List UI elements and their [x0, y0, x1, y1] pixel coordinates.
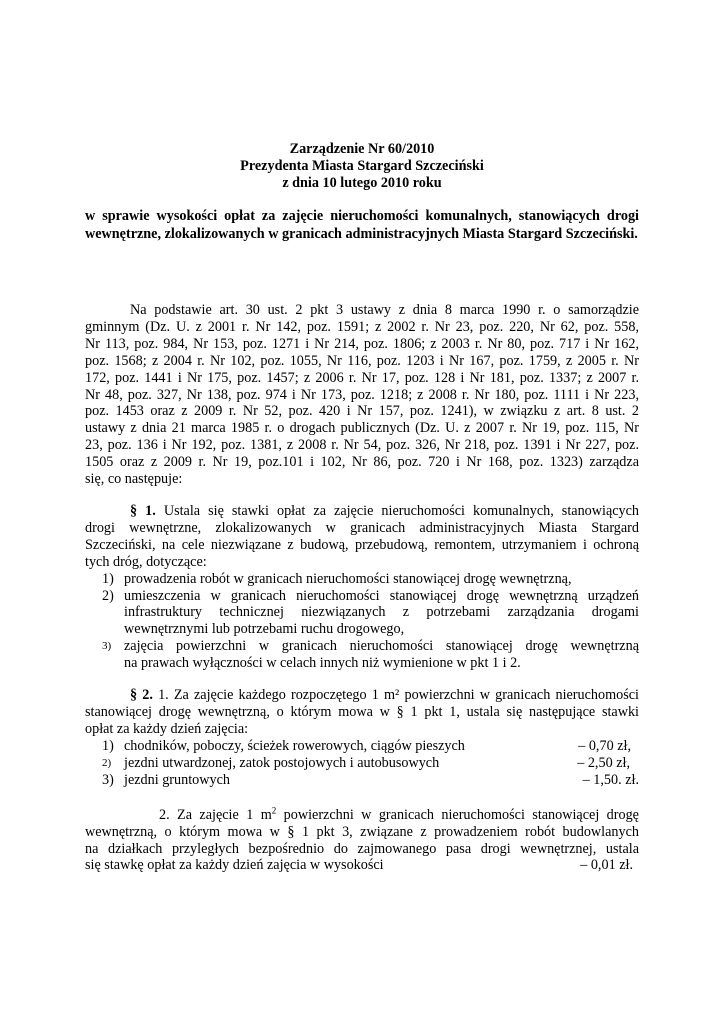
section-1-line: drogi wewnętrzne, zlokalizowanych w granicach administracyjnych Miasta Stargard — [85, 519, 639, 536]
preamble-line: 172, poz. 1441 i Nr 175, poz. 1457; z 2006 r. Nr 17, poz. 128 i Nr 181, poz. 1337; z 2007 r. — [85, 369, 639, 386]
list-item-line: wewnętrznymi lub potrzebami ruchu drogowego, — [124, 621, 405, 638]
list-item-line: na prawach wyłączności w celach innych niż wymienione w pkt 1 i 2. — [124, 655, 521, 672]
preamble-line: poz. 1453 oraz z 2009 r. Nr 52, poz. 420 i Nr 157, poz. 1241), w związku z art. 8 ust. 2 — [85, 403, 639, 420]
section-2-text: 1. Za zajęcie każdego rozpoczętego 1 m² powierzchni w granicach nieruchomości — [158, 687, 640, 703]
list-item-line: umieszczenia w granicach nieruchomości stanowiącej drogę wewnętrzną urządzeń — [124, 587, 639, 604]
p2-superscript: 2 — [271, 804, 277, 815]
title-line-2: Prezydenta Miasta Stargard Szczeciński — [240, 158, 484, 174]
document-title — [0, 141, 724, 192]
p2-text-b: powierzchni w granicach nieruchomości stanowiącej drogę — [276, 806, 639, 823]
rate-row — [85, 772, 639, 789]
section-1-line: tych dróg, dotyczące: — [85, 553, 207, 570]
rate-value: – 0,70 zł, — [578, 737, 631, 754]
list-item — [85, 588, 639, 639]
preamble-line: Nr 48, poz. 327, Nr 138, poz. 974 i Nr 173, poz. 1218; z 2008 r. Nr 180, poz. 1111 i Nr 223, — [85, 386, 639, 403]
section-2 — [85, 687, 639, 874]
preamble-line: się, co następuje: — [85, 471, 183, 488]
p2-last-text: się stawkę opłat za każdy dzień zajęcia w wysokości — [85, 857, 384, 874]
section-1-line — [85, 503, 639, 520]
section-2-paragraph-2-line: wewnętrzną, o którym mowa w § 1 pkt 3, związane z prowadzeniem robót budowlanych — [85, 823, 639, 840]
rate-number: 3) — [102, 771, 114, 788]
title-line-1: Zarządzenie Nr 60/2010 — [289, 141, 435, 157]
list-item-line: prowadzenia robót w granicach nieruchomości stanowiącej drogę wewnętrzną, — [124, 570, 572, 587]
rate-label: chodników, poboczy, ścieżek rowerowych, ciągów pieszych — [124, 737, 465, 754]
rate-label: jezdni gruntowych — [124, 771, 230, 788]
preamble — [85, 302, 639, 488]
section-1-text: Ustala się stawki opłat za zajęcie nieruchomości komunalnych, stanowiących — [163, 503, 640, 519]
preamble-line: 23, poz. 136 i Nr 192, poz. 1381, z 2008 r. Nr 54, poz. 326, Nr 218, poz. 1391 i Nr 227, poz. — [85, 437, 639, 454]
section-2-line — [85, 687, 639, 704]
list-item-number: 2) — [102, 587, 114, 604]
p2-text-a: 2. Za zajęcie 1 m — [159, 806, 272, 823]
rate-number: 2) — [102, 756, 112, 769]
list-item — [85, 571, 639, 588]
section-2-paragraph-2-line: na działkach przyległych bezpośrednio do zajmowanego pasa drogi wewnętrznej, ustala — [85, 840, 639, 857]
preamble-line: Nr 113, poz. 984, Nr 153, poz. 1271 i Nr 214, poz. 1806; z 2003 r. Nr 80, poz. 717 i Nr 162, — [85, 335, 639, 352]
rate-row — [85, 738, 639, 755]
section-1-line: Szczeciński, na cele niezwiązane z budową, przebudową, remontem, utrzymaniem i ochroną — [85, 536, 639, 553]
list-item-line: infrastruktury technicznej niezwiązanych z potrzebami zarządzania drogami — [124, 604, 639, 621]
list-item-number: 3) — [102, 640, 112, 653]
section-1 — [85, 503, 639, 672]
section-2-paragraph-2-line — [85, 857, 639, 874]
list-item-number: 1) — [102, 570, 114, 587]
preamble-line: poz. 1568; z 2004 r. Nr 102, poz. 1055, Nr 116, poz. 1203 i Nr 167, poz. 1759, z 2005 r. Nr — [85, 352, 639, 369]
rate-value: – 2,50 zł, — [577, 754, 630, 771]
p2-value: – 0,01 zł. — [580, 857, 633, 874]
preamble-line: 1505 oraz z 2009 r. Nr 19, poz.101 i 102, Nr 86, poz. 720 i Nr 168, poz. 1323) zarządza — [85, 454, 639, 471]
section-1-mark: § 1. — [130, 503, 156, 519]
section-2-line: opłat za każdy dzień zajęcia: — [85, 720, 249, 737]
section-2-line: stanowiącej drogę wewnętrzną, o którym mowa w § 1 pkt 1, ustala się następujące stawki — [85, 703, 639, 720]
document-subject: w sprawie wysokości opłat za zajęcie nieruchomości komunalnych, stanowiących drogi wewnętrzne, zlokalizowanych w granicach administracyjnych Miasta Stargard Szczeciński. — [85, 208, 639, 242]
section-2-mark: § 2. — [130, 687, 153, 703]
preamble-line: Na podstawie art. 30 ust. 2 pkt 3 ustawy z dnia 8 marca 1990 r. o samorządzie — [130, 302, 639, 318]
list-item-line: zajęcia powierzchni w granicach nieruchomości stanowiącej drogę wewnętrzną — [124, 638, 639, 655]
list-item — [85, 638, 639, 672]
preamble-line: gminnym (Dz. U. z 2001 r. Nr 142, poz. 1591; z 2002 r. Nr 23, poz. 220, Nr 62, poz. 558, — [85, 318, 639, 335]
section-2-paragraph-2-line — [85, 804, 639, 824]
rate-row — [85, 755, 639, 772]
rate-number: 1) — [102, 737, 114, 754]
rate-value: – 1,50. zł. — [582, 771, 639, 788]
title-line-3: z dnia 10 lutego 2010 roku — [282, 175, 442, 191]
rate-label: jezdni utwardzonej, zatok postojowych i autobusowych — [124, 754, 440, 771]
preamble-line: ustawy z dnia 21 marca 1985 r. o drogach publicznych (Dz. U. z 2007 r. Nr 19, poz. 115, Nr — [85, 420, 639, 437]
